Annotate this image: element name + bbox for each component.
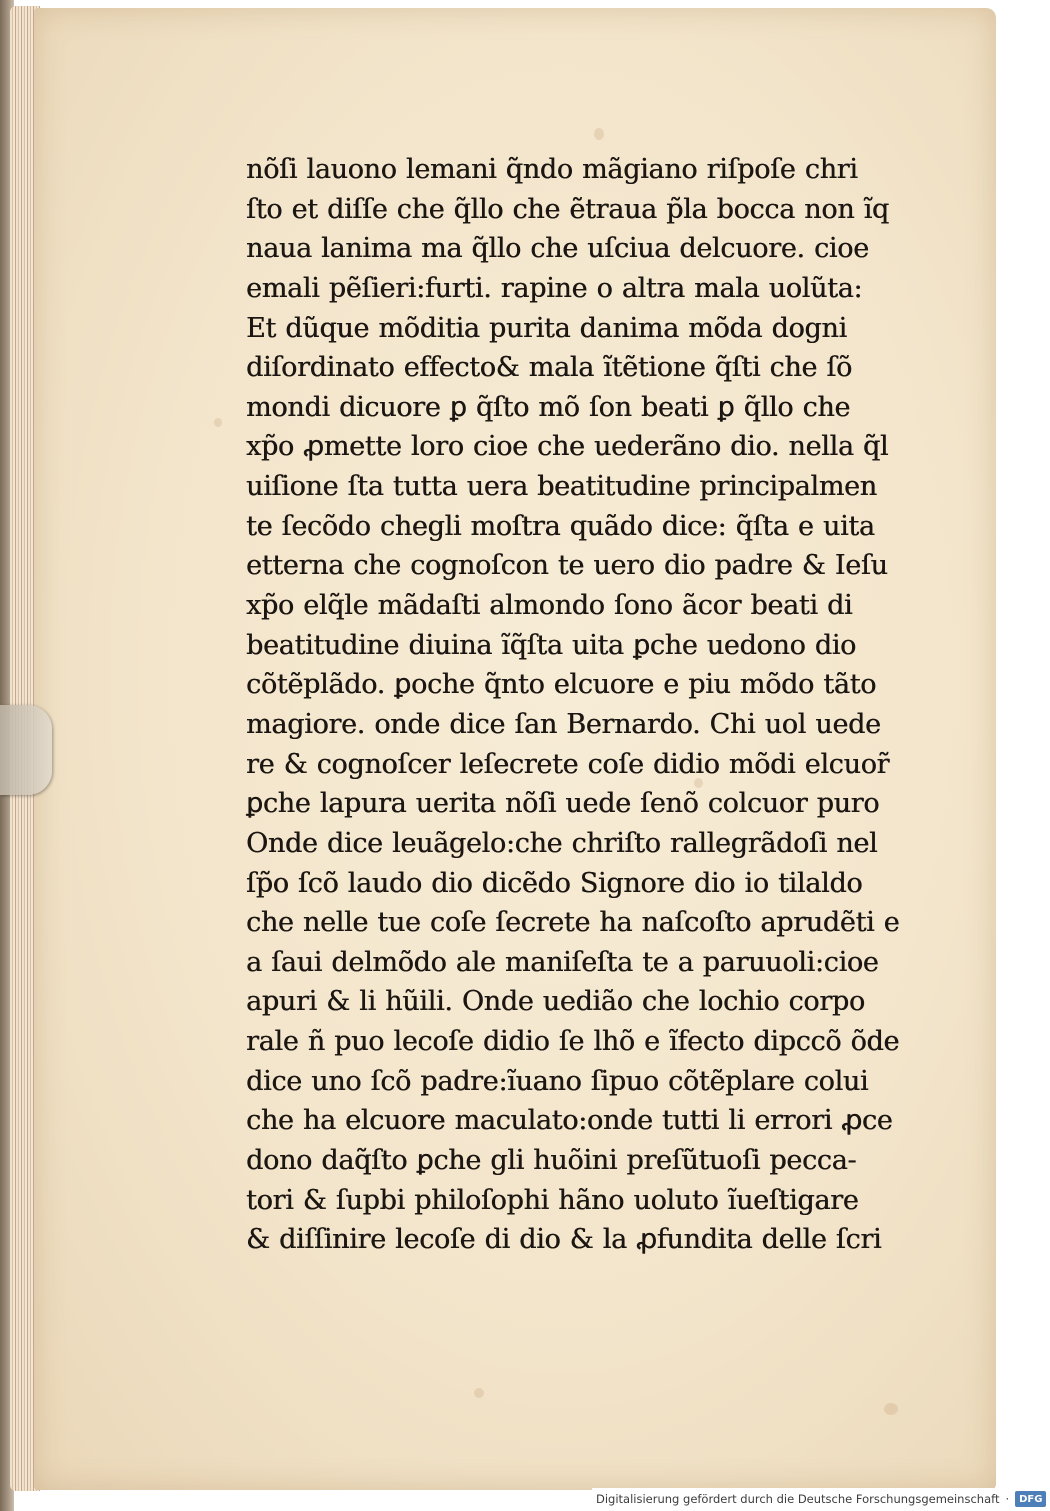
text-line: xp̃o elq̃le mãdaſti almondo ſono ãcor beati di bbox=[246, 590, 853, 622]
text-line: che ha elcuore maculato:onde tutti li errori ꝓce bbox=[246, 1105, 893, 1137]
text-line: ſto et diſſe che q̃llo che ẽtraua p̃la bocca non ĩq bbox=[246, 193, 889, 225]
text-line: apuri & li hũili. Onde uedião che lochio corpo bbox=[246, 986, 865, 1018]
page-tab-marker bbox=[0, 705, 52, 795]
text-line: dice uno ſcõ padre:ĩuano ſipuo cõtẽplare colui bbox=[246, 1065, 869, 1097]
text-line: rale ñ puo lecoſe didio ſe lhõ e ĩfecto dipccõ õde bbox=[246, 1026, 900, 1058]
text-line: & diſſinire lecoſe di dio & la ꝓfundita delle ſcri bbox=[246, 1224, 882, 1256]
text-line: dono daq̃ſto ꝑche gli huõini preſũtuoſi pecca- bbox=[246, 1145, 857, 1177]
text-line: ſp̃o ſcõ laudo dio dicẽdo Signore dio io tilaldo bbox=[246, 867, 863, 899]
foxing-spot bbox=[474, 1388, 484, 1398]
text-line: Onde dice leuãgelo:che chriſto rallegrãdoſi nel bbox=[246, 827, 878, 859]
digitization-footer bbox=[592, 1488, 1050, 1510]
text-line: Et dũque mõditia purita danima mõda dogni bbox=[246, 312, 847, 344]
text-line: tori & ſupbi philoſophi hãno uoluto ĩueſtigare bbox=[246, 1184, 859, 1216]
text-line: te ſecõdo chegli moſtra quãdo dice: q̃ſta e uita bbox=[246, 510, 875, 542]
text-line: che nelle tue coſe ſecrete ha naſcoſto aprudẽti e bbox=[246, 907, 900, 939]
footer-separator: · bbox=[1005, 1492, 1010, 1506]
text-line: diſordinato effecto& mala ĩtẽtione q̃ſti che ſõ bbox=[246, 352, 852, 384]
text-line: naua lanima ma q̃llo che uſciua delcuore. cioe bbox=[246, 233, 869, 265]
text-line: magiore. onde dice ſan Bernardo. Chi uol uede bbox=[246, 708, 881, 740]
main-text-block bbox=[246, 150, 900, 1260]
foxing-spot bbox=[594, 128, 604, 140]
text-line: a ſaui delmõdo ale maniſeſta te a paruuoli:cioe bbox=[246, 946, 879, 978]
funding-credit-text: Digitalisierung gefördert durch die Deutsche Forschungsgemeinschaft bbox=[596, 1492, 1000, 1506]
text-line: beatitudine diuina ĩq̃ſta uita ꝑche uedono dio bbox=[246, 629, 856, 661]
text-line: xp̃o ꝓmette loro cioe che uederãno dio. nella q̃l bbox=[246, 431, 889, 463]
text-line: re & cognoſcer leſecrete coſe didio mõdi elcuor̃ bbox=[246, 748, 890, 780]
text-line: uiſione ſta tutta uera beatitudine principalmen bbox=[246, 471, 877, 503]
text-line: cõtẽplãdo. ꝑoche q̃nto elcuore e piu mõdo tãto bbox=[246, 669, 877, 701]
text-line: etterna che cognoſcon te uero dio padre & Ieſu bbox=[246, 550, 888, 582]
dfg-logo: DFG bbox=[1015, 1491, 1046, 1507]
text-line: mondi dicuore ꝑ q̃ſto mõ ſon beati ꝑ q̃llo che bbox=[246, 391, 851, 423]
foxing-spot bbox=[884, 1403, 898, 1415]
foxing-spot bbox=[214, 418, 222, 427]
text-line: emali pẽſieri:furti. rapine o altra mala uolũta: bbox=[246, 272, 863, 304]
text-line: ꝑche lapura uerita nõſi uede ſenõ colcuor puro bbox=[246, 788, 880, 820]
text-line: nõſi lauono lemani q̃ndo mãgiano riſpoſe chri bbox=[246, 154, 858, 185]
